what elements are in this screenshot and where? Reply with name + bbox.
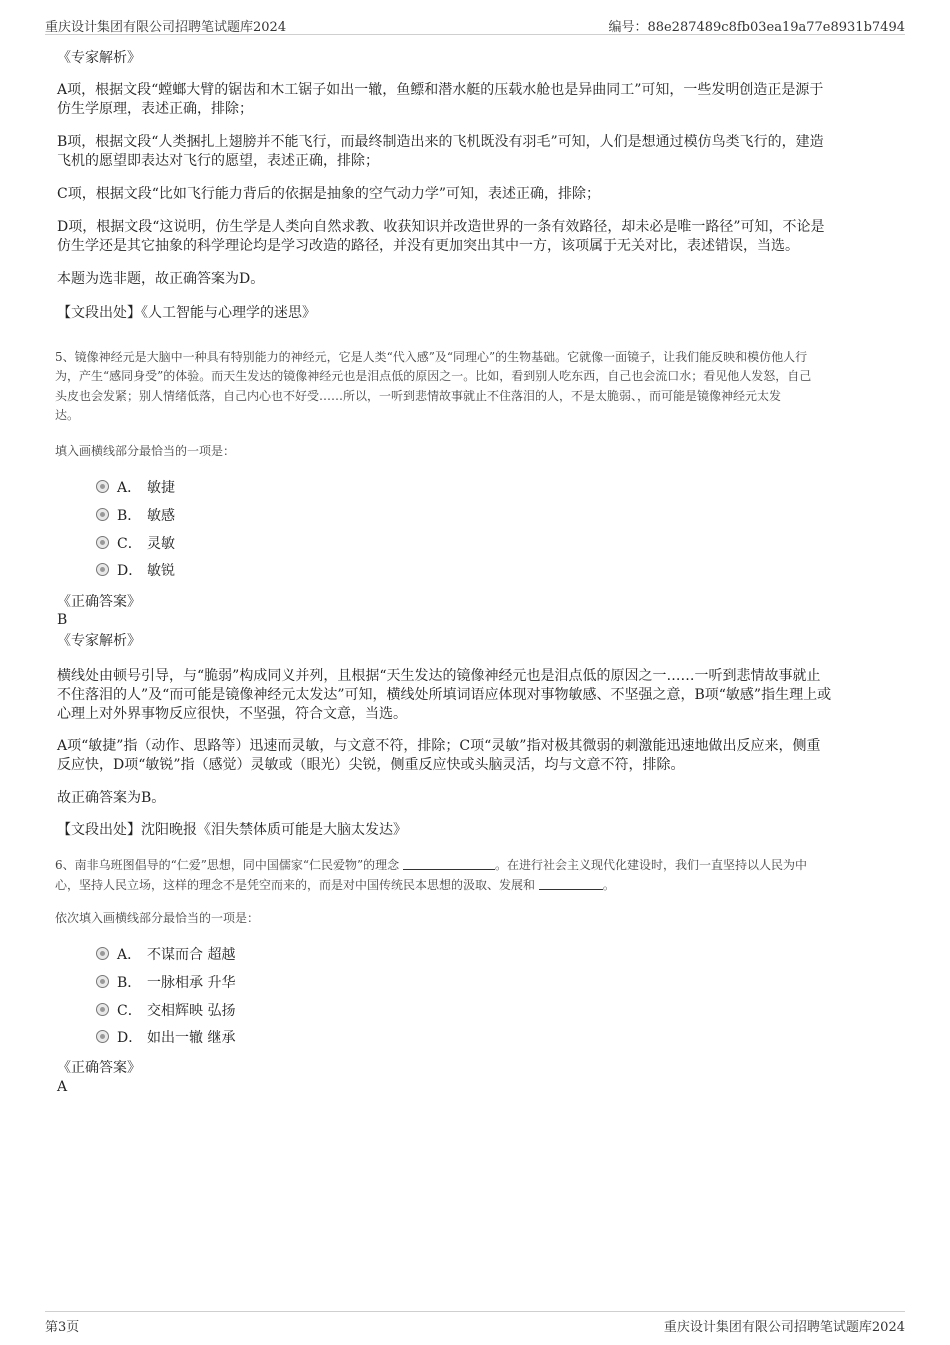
q5-option-c[interactable] xyxy=(96,534,175,554)
q5-answer: B xyxy=(57,612,68,628)
option-key: C． xyxy=(117,536,142,552)
radio-button[interactable] xyxy=(96,1003,109,1016)
option-key: A． xyxy=(117,947,142,963)
q4-conclusion: 本题为选非题，故正确答案为D。 xyxy=(57,271,265,287)
q6-option-c[interactable] xyxy=(96,1001,235,1021)
q5-conclusion: 故正确答案为B。 xyxy=(57,790,166,806)
option-key: C． xyxy=(117,1003,142,1019)
option-text: 敏捷 xyxy=(147,480,175,496)
radio-button[interactable] xyxy=(96,480,109,493)
page-footer xyxy=(45,1311,905,1336)
q6-stem-2 xyxy=(55,876,900,895)
q5-analysis-label: 《专家解析》 xyxy=(57,633,141,649)
q6-option-d[interactable] xyxy=(96,1028,235,1048)
q6-stem-1b: 。在进行社会主义现代化建设时，我们一直坚持以人民为中 xyxy=(495,858,808,872)
q6-answer: A xyxy=(57,1079,68,1095)
q6-stem-1a: 6、南非乌班图倡导的“仁爱”思想，同中国儒家“仁民爱物”的理念 xyxy=(55,858,400,872)
answer-blank xyxy=(539,877,603,890)
q5-analysis-1: 横线处由顿号引导，与“脆弱”构成同义并列，且根据“天生发达的镜像神经元也是泪点低的原因之一……一听到悲情故事就止 xyxy=(57,668,821,684)
radio-button[interactable] xyxy=(96,975,109,988)
option-key: B． xyxy=(117,975,142,991)
q4-analysis-b-1: B项，根据文段“人类捆扎上翅膀并不能飞行，而最终制造出来的飞机既没有羽毛”可知，人们是想通过模仿鸟类飞行的，建造 xyxy=(57,134,824,150)
option-text: 敏感 xyxy=(147,508,175,524)
option-key: A． xyxy=(117,480,142,496)
header-serial: 编号：88e287489c8fb03ea19a77e8931b7494 xyxy=(608,20,905,35)
q6-stem-1 xyxy=(55,856,900,875)
option-key: D． xyxy=(117,1030,143,1046)
radio-button[interactable] xyxy=(96,563,109,576)
q5-explain-2: 反应快，D项“敏锐”指（感觉）灵敏或（眼光）尖锐，侧重反应快或头脑灵活，均与文意不符，排除。 xyxy=(57,757,685,773)
q5-option-d[interactable] xyxy=(96,561,175,581)
q5-stem-2: 为，产生“感同身受”的体验。而天生发达的镜像神经元也是泪点低的原因之一。比如，看到别人吃东西，自己也会流口水；看见他人发怒，自己 xyxy=(55,369,812,383)
q4-analysis-c-1: C项，根据文段“比如飞行能力背后的依据是抽象的空气动力学”可知，表述正确，排除； xyxy=(57,186,601,202)
q5-analysis-2: 不住落泪的人”及“而可能是镜像神经元太发达”可知，横线处所填词语应体现对事物敏感、不坚强之意，B项“敏感”指生理上或 xyxy=(57,687,832,703)
radio-button[interactable] xyxy=(96,508,109,521)
q4-analysis-a-1: A项，根据文段“螳螂大臂的锯齿和木工锯子如出一辙，鱼鳔和潜水艇的压载水舱也是异曲同工”可知，一些发明创造正是源于 xyxy=(57,82,824,98)
q5-stem-1: 5、镜像神经元是大脑中一种具有特别能力的神经元，它是人类“代入感”及“同理心”的生物基础。它就像一面镜子，让我们能反映和模仿他人行 xyxy=(55,350,808,364)
q4-analysis-b-2: 飞机的愿望即表达对飞行的愿望，表述正确，排除； xyxy=(57,153,379,169)
q6-option-a[interactable] xyxy=(96,945,235,965)
q4-analysis-label: 《专家解析》 xyxy=(57,50,141,66)
q5-analysis-3: 心理上对外界事物反应很快，不坚强，符合文意，当选。 xyxy=(57,706,407,722)
radio-button[interactable] xyxy=(96,947,109,960)
option-text: 敏锐 xyxy=(147,563,175,579)
q5-stem-3: 头皮也会发紧；别人情绪低落，自己内心也不好受……所以，一听到悲情故事就止不住落泪的人，不是太脆弱、，而可能是镜像神经元太发 xyxy=(55,389,782,403)
q5-prompt: 填入画横线部分最恰当的一项是： xyxy=(55,444,236,458)
option-key: D． xyxy=(117,563,143,579)
q5-explain-1: A项“敏捷”指（动作、思路等）迅速而灵敏，与文意不符，排除；C项“灵敏”指对极其微弱的刺激能迅速地做出反应来，侧重 xyxy=(57,738,821,754)
option-text: 交相辉映 弘扬 xyxy=(147,1003,236,1019)
q5-option-a[interactable] xyxy=(96,478,175,498)
q6-answer-label: 《正确答案》 xyxy=(57,1060,141,1076)
q6-stem-2b: 。 xyxy=(602,878,615,892)
q6-stem-2a: 心，坚持人民立场，这样的理念不是凭空而来的，而是对中国传统民本思想的汲取、发展和 xyxy=(55,878,536,892)
option-text: 灵敏 xyxy=(147,536,175,552)
answer-blank xyxy=(403,857,495,870)
header-title: 重庆设计集团有限公司招聘笔试题库2024 xyxy=(45,20,287,35)
page-number: 第3页 xyxy=(45,1320,80,1335)
radio-button[interactable] xyxy=(96,1030,109,1043)
radio-button[interactable] xyxy=(96,536,109,549)
q6-prompt: 依次填入画横线部分最恰当的一项是： xyxy=(55,911,260,925)
option-key: B． xyxy=(117,508,142,524)
q5-answer-label: 《正确答案》 xyxy=(57,594,141,610)
q4-source: 【文段出处】《人工智能与心理学的迷思》 xyxy=(57,305,316,321)
q6-option-b[interactable] xyxy=(96,973,235,993)
footer-title: 重庆设计集团有限公司招聘笔试题库2024 xyxy=(663,1320,905,1335)
option-text: 一脉相承 升华 xyxy=(147,975,236,991)
q5-stem-4: 达。 xyxy=(55,408,80,422)
q5-source: 【文段出处】沈阳晚报《泪失禁体质可能是大脑太发达》 xyxy=(57,822,407,838)
q4-analysis-a-2: 仿生学原理，表述正确，排除； xyxy=(57,101,253,117)
q4-analysis-d-1: D项，根据文段“这说明，仿生学是人类向自然求教、收获知识并改造世界的一条有效路径，却未必是唯一路径”可知，不论是 xyxy=(57,219,825,235)
page-header xyxy=(45,14,905,35)
option-text: 不谋而合 超越 xyxy=(147,947,236,963)
q4-analysis-d-2: 仿生学还是其它抽象的科学理论均是学习改造的路径，并没有更加突出其中一方，该项属于无关对比，表述错误，当选。 xyxy=(57,238,799,254)
option-text: 如出一辙 继承 xyxy=(147,1030,236,1046)
q5-option-b[interactable] xyxy=(96,506,175,526)
